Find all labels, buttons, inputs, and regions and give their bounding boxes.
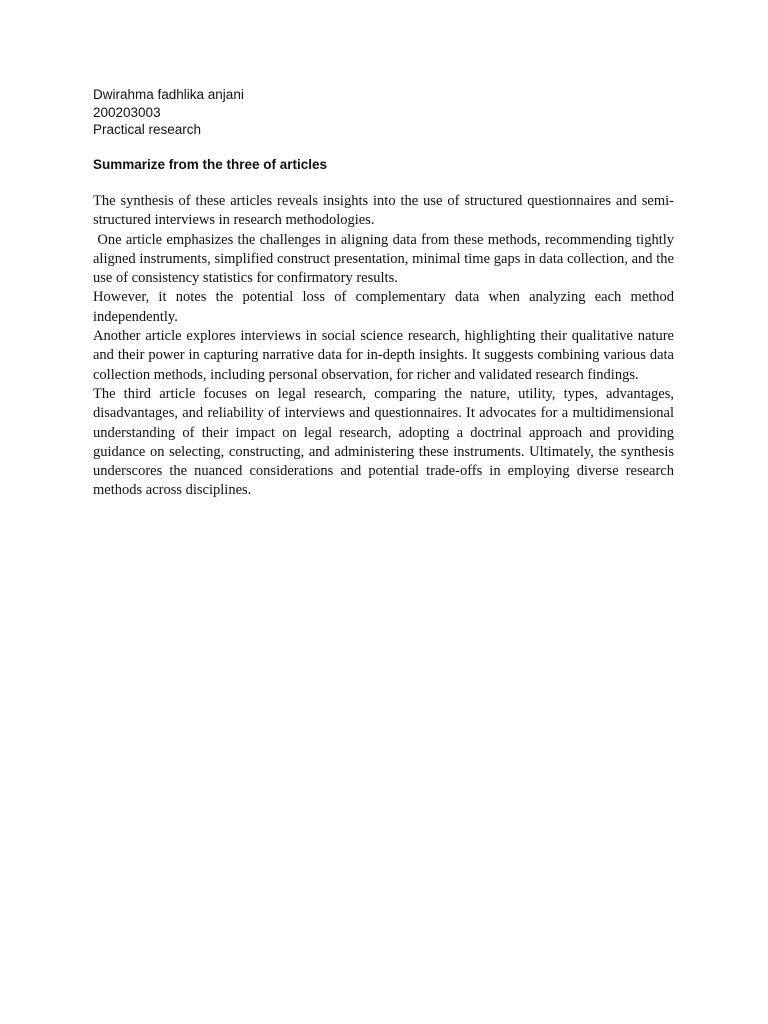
paragraph-first-article: One article emphasizes the challenges in aligning data from these methods, recommending tightly aligned instruments, simplified construct presentation, minimal time gaps in data collection, and the use of consistency statistics for confirmatory results. [93,231,678,287]
paragraph-synthesis-intro: The synthesis of these articles reveals insights into the use of structured questionnaires and semi-structured interviews in research methodologies. [93,193,674,229]
author-name: Dwirahma fadhlika anjani [93,87,244,102]
paragraph-limitation: However, it notes the potential loss of complementary data when analyzing each method independently. [93,289,674,325]
student-id: 200203003 [93,104,161,120]
paragraph-third-article: The third article focuses on legal research, comparing the nature, utility, types, advantages, disadvantages, and reliability of interviews and questionnaires. It advocates for a multidimensional understanding of their impact on legal research, adopting a doctrinal approach and providing guidance on selecting, constructing, and administering these instruments. Ultimately, the synthesis underscores the nuanced considerations and potential trade-offs in employing diverse research methods across disciplines. [93,385,674,499]
document-header [93,86,244,139]
course-name: Practical research [93,122,202,138]
paragraph-second-article: Another article explores interviews in social science research, highlighting their qualitative nature and their power in capturing narrative data for in-depth insights. It suggests combining various data collection methods, including personal observation, for richer and validated research findings. [93,328,674,383]
summary-body [93,192,678,501]
summary-heading: Summarize from the three of articles [93,157,328,172]
